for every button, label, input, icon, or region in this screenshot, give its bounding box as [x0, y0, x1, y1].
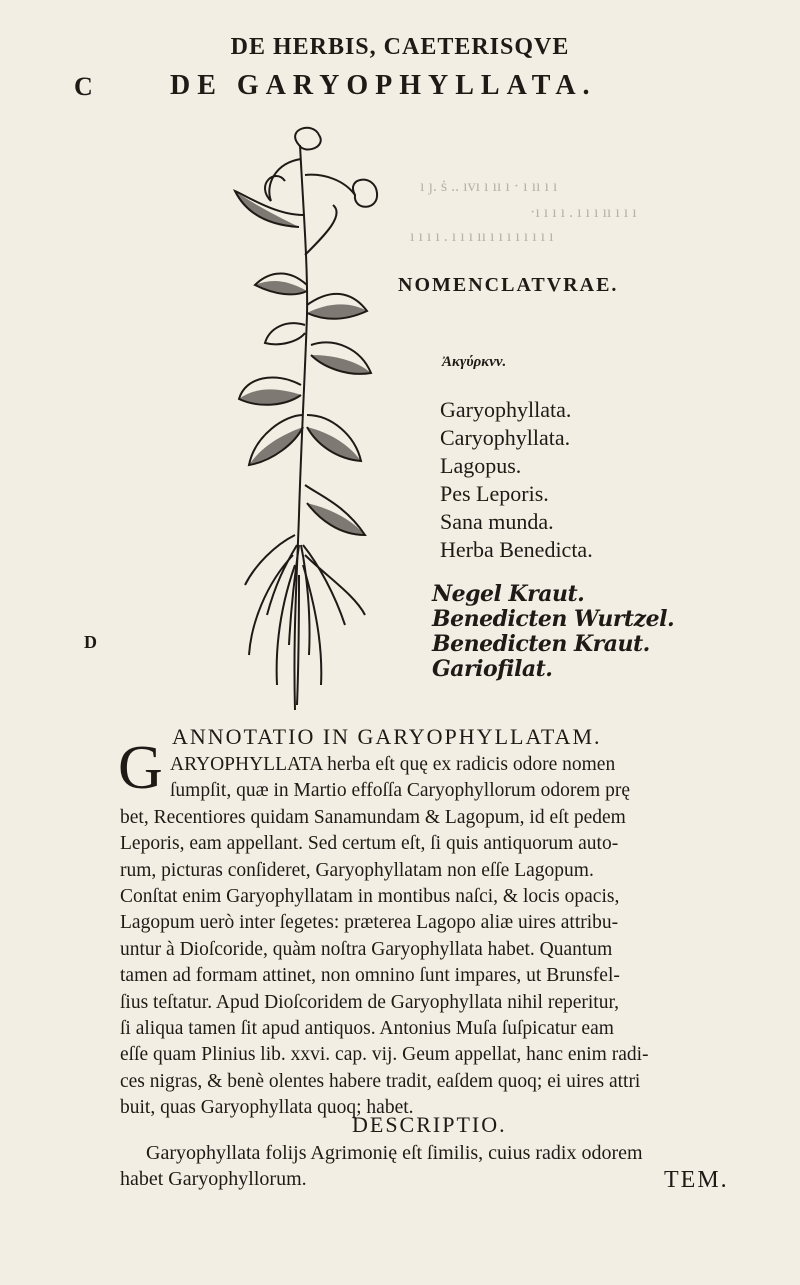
margin-letter-c: C — [74, 72, 93, 101]
body-line: Conſtat enim Garyophyllatam in montibus naſci, & locis opacis, — [120, 886, 620, 908]
show-through-text: ı ȷ. ṡ .. ıvı ı ıı ı · ı ıı ı ı — [420, 178, 558, 195]
body-line: ARYOPHYLLATA herba eſt quę ex radicis odore nomen — [170, 754, 616, 775]
margin-letter-d: D — [84, 632, 97, 652]
drop-capital: G — [118, 734, 163, 802]
body-line: rum, picturas conſideret, Garyophyllatam non eſſe Lagopum. — [120, 859, 594, 881]
latin-name: Pes Leporis. — [440, 481, 549, 506]
body-line: Garyophyllata folijs Agrimonię eſt ſimilis, cuius radix odorem — [146, 1142, 643, 1164]
show-through-text: ·ı ı ı ı . ı ı ı ıı ı ı ı — [530, 204, 637, 221]
body-line: habet Garyophyllorum. — [120, 1168, 307, 1190]
body-line: untur à Dioſcoride, quàm noſtra Garyophyllata habet. Quantum — [120, 938, 613, 960]
german-name: Benedicten Wurtzel. — [432, 606, 675, 632]
body-line: tamen ad formam attinet, non omnino ſunt impares, ut Brunsfel- — [120, 965, 620, 987]
nomenclatura-heading: NOMENCLATVRAE. — [398, 274, 619, 296]
german-name: Benedicten Kraut. — [432, 631, 650, 657]
section-title: DE GARYOPHYLLATA. — [170, 70, 597, 101]
body-line: buit, quas Garyophyllata quoq; habet. — [120, 1097, 414, 1119]
body-line: ces nigras, & benè olentes habere tradit, eaſdem quoq; ei uires attri — [120, 1070, 641, 1092]
descriptio-body — [120, 1140, 643, 1192]
german-name: Negel Kraut. — [432, 581, 585, 607]
body-line: Leporis, eam appellant. Sed certum eſt, ſi quis antiquorum auto- — [120, 833, 619, 855]
latin-name: Caryophyllata. — [440, 425, 571, 450]
body-line: Lagopum uerò inter ſegetes: præterea Lagopo aliæ uires attribu- — [120, 912, 619, 934]
german-names-list — [432, 582, 674, 682]
descriptio-heading: DESCRIPTIO. — [352, 1112, 507, 1137]
herb-woodcut-icon — [215, 115, 385, 715]
latin-name: Sana munda. — [440, 509, 554, 534]
body-line: ſius teſtatur. Apud Dioſcoridem de Garyophyllata nihil reperitur, — [120, 991, 620, 1013]
catchword: TEM. — [664, 1167, 729, 1193]
body-line: eſſe quam Plinius lib. xxvi. cap. vij. Geum appellat, hanc enim radi- — [120, 1044, 649, 1066]
latin-name: Herba Benedicta. — [440, 537, 593, 562]
annotatio-body — [120, 752, 760, 1122]
greek-name-label: Ἀκγύρκνν. — [442, 354, 507, 370]
show-through-text: ı ı ı ı . ı ı ı ıı ı ı ı ı ı ı ı ı — [410, 228, 554, 245]
annotatio-heading: ANNOTATIO IN GARYOPHYLLATAM. — [172, 724, 602, 749]
german-name: Gariofilat. — [432, 656, 553, 682]
body-line: ſumpſit, quæ in Martio effoſſa Caryophyllorum odorem prę — [170, 780, 630, 802]
latin-name: Lagopus. — [440, 453, 522, 478]
body-line: bet, Recentiores quidam Sanamundam & Lagopum, id eſt pedem — [120, 806, 626, 828]
running-head: DE HERBIS, CAETERISQVE — [230, 34, 570, 60]
body-line: ſi aliqua tamen ſit apud antiquos. Antonius Muſa ſuſpicatur eam — [120, 1018, 614, 1040]
latin-names-list — [440, 396, 593, 564]
latin-name: Garyophyllata. — [440, 397, 572, 422]
